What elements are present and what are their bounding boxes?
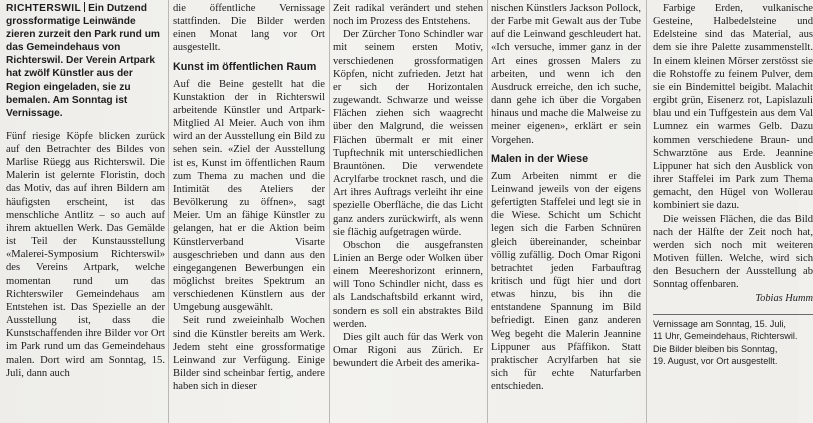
event-info-line: Die Bilder bleiben bis Sonntag, (653, 343, 778, 354)
article-column-4 (491, 2, 641, 423)
column-divider (487, 0, 488, 423)
event-info-line: 19. August, vor Ort ausgestellt. (653, 356, 778, 367)
article-lead (6, 2, 165, 120)
author-byline: Tobias Humm (755, 293, 813, 305)
column-divider (329, 0, 330, 423)
body-paragraph: Der Zürcher Tono Schindler war mit seinem ersten Motiv, verschiedenen grossformatigen Köpfen, nicht zufrieden. Jetzt hat er sich der Horizontalen zugewandt. Schwarze und weisse Flächen ziehen sich waagrecht über den Malgrund, die weissen Flächen übermalt er mit einer Tupftechnik mit unterschiedlichen Brauntönen. Die verwendete Acrylfarbe trocknet rasch, und die Art ihres Auftrags verleiht ihr eine spezielle Oberfläche, die das Licht ganz anders zurückwirft, als wenn sie flächig aufgetragen würde. (333, 29, 483, 238)
body-paragraph: die öffentliche Vernissage stattfinden. Die Bilder werden einen Monat lang vor Ort ausgestellt. (173, 3, 325, 54)
dateline-place: RICHTERSWIL (6, 3, 82, 14)
body-paragraph: Seit rund zweieinhalb Wochen sind die Künstler bereits am Werk. Jedem steht eine grossformatige Leinwand zur Verfügung. Einige Bilder sind scheinbar fertig, andere haben sich in dieser (173, 315, 325, 393)
subheading: Malen in der Wiese (491, 152, 589, 165)
body-paragraph: Zum Arbeiten nimmt er die Leinwand jeweils von der eigens gefertigten Staffelei und legt sie in die Wiese. Schicht um Schicht legen sich die Farben Schnüren gleich übereinander, scheinbar völlig zufällig. Doch Omar Rigoni betrachtet jeden Farbauftrag kritisch und fügt hier und dort etwas hinzu, bis ihn die entstandene Spannung im Bild befriedigt. Einen ganz anderen Weg begeht die Malerin Jeannine Lippuner aus Pfäffikon. Statt praktischer Acrylfarben hat sie sich für echte Naturfarben entschieden. (491, 170, 641, 393)
body-paragraph: Die weissen Flächen, die das Bild nach der Hälfte der Zeit noch hat, werden sich noch mit weiteren Motiven füllen. Welche, wird sich den Besuchern der Ausstellung ab Sonntag offenbaren. (653, 213, 813, 291)
event-info-box (653, 314, 813, 368)
event-info-line: Vernissage am Sonntag, 15. Juli, (653, 318, 786, 329)
body-paragraph: nischen Künstlers Jackson Pollock, der Farbe mit Gewalt aus der Tube auf die Leinwand geschleudert hat. «Ich versuche, immer ganz in der Art eines grossen Malers zu arbeiten, und wenn ich den Ausdruck erreiche, den ich suche, dann gehe ich über die Vorgaben hinaus und mache die Malweise zu meiner eigenen», erklärt er sein Vorgehen. (491, 3, 641, 146)
lead-text: Ein Dutzend grossformatige Leinwände zieren zurzeit den Park rund um das Gemeindehaus von Richterswil. Der Verein Artpark hat zwölf Künstler aus der Region eingeladen, sie zu bemalen. Am Sonntag ist Vernissage. (6, 3, 160, 119)
article-column-5 (653, 2, 813, 423)
body-paragraph: Zeit radikal verändert und stehen noch im Prozess des Entstehens. (333, 3, 483, 28)
body-paragraph: Dies gilt auch für das Werk von Omar Rigoni aus Zürich. Er bewundert die Arbeit des amerika- (333, 331, 483, 370)
body-paragraph: Obschon die ausgefransten Linien an Berge oder Wolken über einem Meereshorizont erinnern, will Tono Schindler nicht, dass es als Landschaftsbild erkannt wird, sondern es soll ein abstraktes Bild werden. (333, 239, 483, 330)
article-column-3 (333, 2, 483, 423)
body-paragraph: Auf die Beine gestellt hat die Kunstaktion der in Richterswil arbeitende Künstler und Artpark-Mitglied Al Meier. Auch von ihm wird an der Ausstellung ein Bild zu sehen sein. «Ziel der Ausstellung ist es, Kunst im öffentlichen Raum zum Thema zu machen und die Intimität des Ateliers der Bevölkerung zu öffnen», sagt Meier. Um an fähige Künstler zu gelangen, hat er die Aktion beim Künstlerverband Visarte ausgeschrieben und dann aus den eingegangenen Bewerbungen ein möglichst breites Spektrum an verschiedenen Künstlern aus der Umgebung ausgewählt. (173, 78, 325, 314)
subheading: Kunst im öffentlichen Raum (173, 60, 317, 73)
column-divider (168, 0, 169, 423)
dateline-separator (84, 2, 85, 12)
column-divider (646, 0, 647, 423)
body-paragraph: Fünf riesige Köpfe blicken zurück auf den Betrachter des Bildes von Marlise Rüegg aus Richterswil. Die Malerin ist gelernte Floristin, doch das Motiv, das auf ihren Bildern am häufigsten erscheint, ist das menschliche Antlitz – so auch auf ihrem aktuellen Werk. Das Gemälde ist Teil der Kunstausstellung «Malerei-Symposium Richterswil» des Vereins Artpark, welche momentan rund um das Richterswiler Gemeindehaus am Entstehen ist. Das Spezielle an der Ausstellung ist, dass die Kunstschaffenden ihre Bilder vor Ort im Park rund um das Gemeindehaus malen. Dort wird am Sonntag, 15. Juli, dann auch (6, 130, 165, 379)
body-paragraph: Farbige Erden, vulkanische Gesteine, Halbedelsteine und Edelsteine sind das Material, aus dem sie ihre Palette zusammenstellt. In einem kleinen Mörser zerstösst sie die Rohstoffe zu feinem Pulver, dem sie ein Bindemittel beigibt. Malachit ergibt grün, Eisenerz rot, Lapislazuli blau und ein Tuffgestein aus dem Val Lumnez ein warmes Gelb. Dazu kommen verschiedene Braun- und Schwarztöne aus Erde. Jeannine Lippuner hat sich den Ausblick von ihrer Staffelei im Park zum Thema gemacht, den Hügel von Wollerau kombiniert sie dazu. (653, 3, 813, 212)
article-column-1 (6, 2, 165, 423)
article-column-2 (173, 2, 325, 423)
event-info-line: 11 Uhr, Gemeindehaus, Richterswil. (653, 331, 798, 342)
